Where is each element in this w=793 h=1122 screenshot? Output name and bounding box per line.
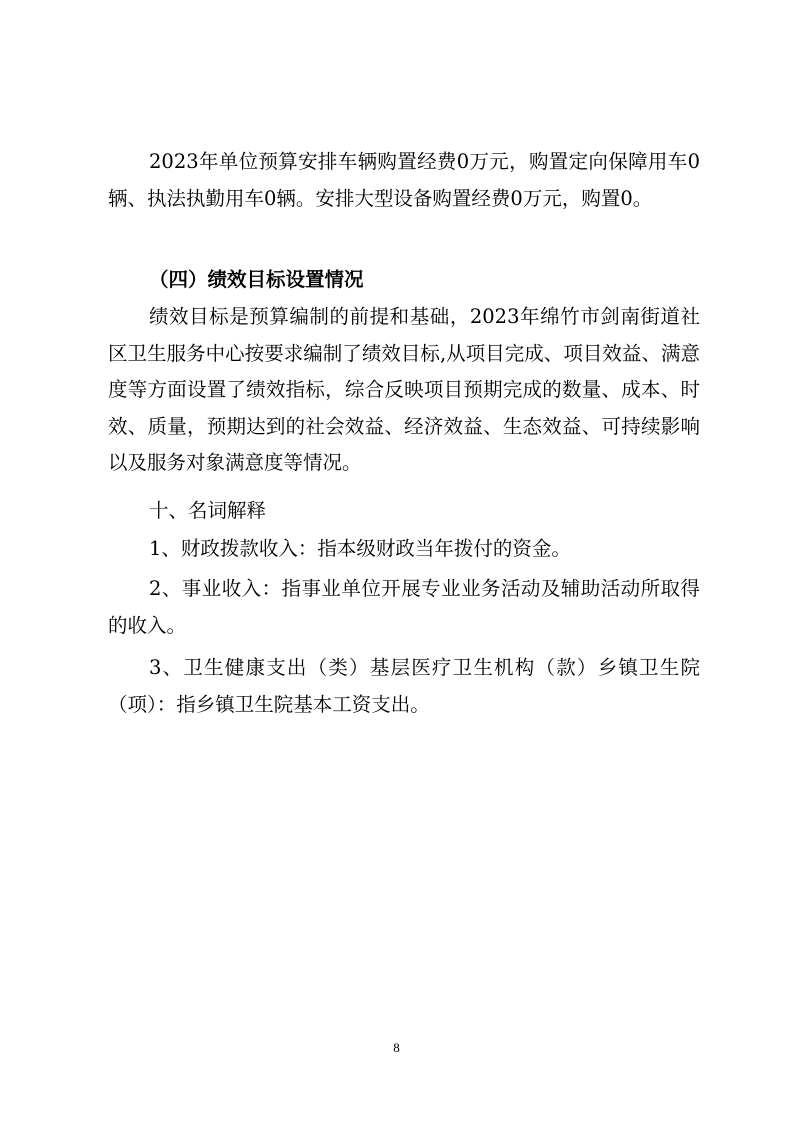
- glossary-item-3: 3、卫生健康支出（类）基层医疗卫生机构（款）乡镇卫生院（项）：指乡镇卫生院基本工资支出。: [108, 656, 700, 716]
- vehicle-budget-paragraph: 2023年单位预算安排车辆购置经费0万元，购置定向保障用车0辆、执法执勤用车0辆。安排大型设备购置经费0万元，购置0。: [108, 150, 700, 210]
- glossary-item-1: 1、财政拨款收入：指本级财政当年拨付的资金。: [149, 537, 571, 560]
- page-number: 8: [393, 1040, 400, 1055]
- glossary-section-heading: 十、名词解释: [149, 499, 267, 522]
- performance-section-heading: （四）绩效目标设置情况: [149, 268, 364, 291]
- performance-paragraph: 绩效目标是预算编制的前提和基础，2023年绵竹市剑南街道社区卫生服务中心按要求编制了绩效目标,从项目完成、项目效益、满意度等方面设置了绩效指标，综合反映项目预期完成的数量、成本、时效、质量，预期达到的社会效益、经济效益、生态效益、可持续影响以及服务对象满意度等情况。: [108, 305, 700, 475]
- glossary-item-2: 2、事业收入：指事业单位开展专业业务活动及辅助活动所取得的收入。: [108, 577, 700, 637]
